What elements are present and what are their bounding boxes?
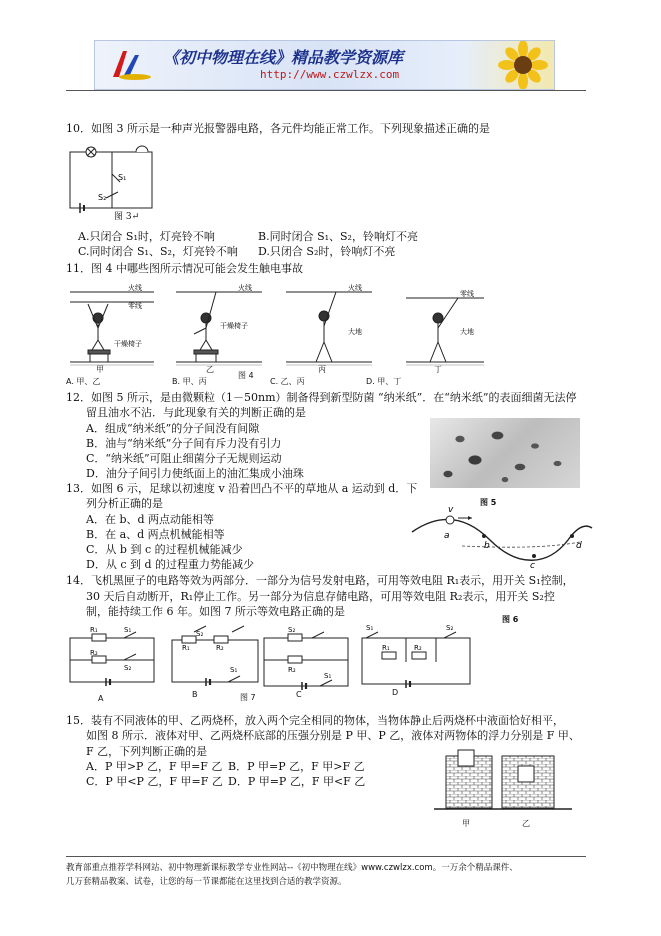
q15-option-b[interactable]: B．P 甲=P 乙，F 甲>F 乙 (228, 760, 365, 773)
q11-figure-label: 图 4 (238, 371, 254, 380)
banner-title: 《初中物理在线》精品教学资源库 (163, 48, 404, 67)
footer-line-2: 几万套精品教案、试卷，让您的每一节课都能在这里找到合适的教学资源。 (66, 877, 347, 887)
q12-option-b[interactable]: B．油与“纳米纸”分子间有斥力没有引力 (86, 437, 282, 450)
q14-d-r1-label: R₁ (382, 644, 390, 652)
q15-option-c[interactable]: C．P 甲<P 乙，F 甲=F 乙 (86, 775, 223, 788)
q13-v-label: v (448, 506, 454, 515)
q11-yi-fire-wire-label: 火线 (238, 284, 252, 292)
q14-circuits-figure (66, 622, 476, 704)
q14-b-r1-label: R₁ (182, 644, 190, 652)
q14-stem-line-2: 30 天后自动断开，R₁停止工作。另一部分为信息存储电路，可用等效电阻 R₂表示，用开关 S₂控 (86, 590, 555, 603)
q10-s2-label: S₂ (98, 193, 107, 202)
footer-rule (66, 856, 586, 857)
q14-b-r2-label: R₂ (216, 644, 224, 652)
q13-option-c[interactable]: C．从 b 到 c 的过程机械能减少 (86, 543, 243, 556)
q15-option-a[interactable]: A．P 甲>P 乙，F 甲=F 乙 (86, 760, 223, 773)
q10-option-a[interactable]: A.只闭合 S₁时，灯亮铃不响 (78, 230, 215, 243)
q10-option-d[interactable]: D.只闭合 S₂时，铃响灯不亮 (258, 245, 396, 258)
q10-option-b[interactable]: B.同时闭合 S₁、S₂，铃响灯不亮 (258, 230, 418, 243)
q14-a-r1-label: R₁ (90, 626, 98, 634)
q11-label-ding: 丁 (434, 365, 442, 374)
q15-option-d[interactable]: D．P 甲=P 乙，F 甲<F 乙 (228, 775, 366, 788)
q11-option-b[interactable]: B. 甲、丙 (172, 377, 207, 386)
q15-label-jia: 甲 (462, 819, 470, 828)
q13-option-a[interactable]: A．在 b、d 两点动能相等 (86, 513, 215, 526)
q13-option-d[interactable]: D．从 c 到 d 的过程重力势能减少 (86, 558, 255, 571)
q12-stem-line-2: 留且油水不沾．与此现象有关的判断正确的是 (86, 406, 306, 419)
q13-c-label: c (530, 561, 535, 570)
q13-a-label: a (444, 531, 450, 541)
q11-yi-stool-label: 干燥椅子 (220, 322, 248, 330)
q11-ding-ground-label: 大地 (460, 328, 474, 336)
q11-label-yi: 乙 (206, 365, 214, 374)
q14-a-s1-label: S₁ (124, 626, 132, 634)
q14-c-r2-label: R₂ (288, 666, 296, 674)
q10-figure-label: 图 3↵ (114, 212, 140, 222)
q15-stem-line-3: F 乙，下列判断正确的是 (86, 745, 208, 758)
q15-beakers-figure (432, 746, 574, 816)
q14-d-s2-label: S₂ (446, 624, 454, 632)
q11-label-jia: 甲 (96, 365, 104, 374)
header-rule (66, 90, 586, 91)
q11-electric-shock-figure (66, 278, 486, 372)
q10-stem: 10．如图 3 所示是一种声光报警器电路，各元件均能正常工作。下列现象描述正确的是 (66, 122, 490, 135)
q14-b-s1-label: S₁ (230, 666, 238, 674)
q13-figure-label: 图 6 (502, 615, 519, 624)
footer-line-1: 教育部重点推荐学科网站、初中物理新课标教学专业性网站--《初中物理在线》www.czwlzx.com。一万余个精品课件、 (66, 863, 518, 873)
q11-jia-fire-wire-label: 火线 (128, 284, 142, 292)
q14-c-s1-label: S₁ (324, 672, 332, 680)
q11-bing-fire-wire-label: 火线 (348, 284, 362, 292)
site-logo-icon (109, 47, 153, 83)
q14-a-r2-label: R₂ (90, 649, 98, 657)
q13-option-b[interactable]: B．在 a、d 两点机械能相等 (86, 528, 225, 541)
q11-jia-stool-label: 干燥椅子 (114, 340, 142, 348)
q14-circuit-a-label: A (98, 694, 104, 703)
q11-option-a[interactable]: A. 甲、乙 (66, 377, 101, 386)
q15-stem-line-1: 15．装有不同液体的甲、乙两烧杯，放入两个完全相同的物体，当物体静止后两烧杯中液面恰好相平， (66, 714, 564, 727)
q14-circuit-d-label: D (392, 688, 399, 697)
q14-circuit-b-label: B (192, 690, 198, 699)
q10-option-c[interactable]: C.同时闭合 S₁、S₂，灯亮铃不响 (78, 245, 238, 258)
q10-s1-label: S₁ (118, 173, 127, 182)
sunflower-icon (493, 41, 553, 89)
q11-option-c[interactable]: C. 乙、丙 (270, 377, 305, 386)
q12-option-c[interactable]: C．“纳米纸”可阻止细菌分子无规则运动 (86, 452, 282, 465)
q12-stem-line-1: 12．如图 5 所示，是由微颗粒（1－50nm）制备得到新型防菌 “纳米纸”．在“纳米纸”的表面细菌无法停 (66, 391, 577, 404)
q14-c-s2-label: S₂ (288, 626, 296, 634)
q13-stem-line-1: 13．如图 6 示，足球以初速度 v 沿着凹凸不平的草地从 a 运动到 d．下 (66, 482, 418, 495)
q11-stem: 11．图 4 中哪些图所示情况可能会发生触电事故 (66, 262, 303, 275)
q13-ball-terrain-figure (408, 506, 594, 570)
q11-label-bing: 丙 (318, 365, 326, 374)
q14-a-s2-label: S₂ (124, 664, 132, 672)
q14-circuit-c-label: C (296, 690, 302, 699)
q11-jia-zero-wire-label: 零线 (128, 302, 142, 310)
q14-b-s2-label: S₂ (196, 630, 204, 638)
q13-d-label: d (576, 541, 582, 551)
q12-option-d[interactable]: D．油分子间引力使纸面上的油汇集成小油珠 (86, 467, 304, 480)
q13-b-label: b (484, 541, 490, 551)
q11-ding-zero-wire-label: 零线 (460, 290, 474, 298)
q12-option-a[interactable]: A．组成“纳米纸”的分子间没有间隙 (86, 422, 260, 435)
q14-stem-line-1: 14．飞机黑匣子的电路等效为两部分．一部分为信号发射电路，可用等效电阻 R₁表示，用开关 S₁控制， (66, 574, 574, 587)
q14-d-r2-label: R₂ (414, 644, 422, 652)
header-banner (94, 40, 555, 90)
q14-stem-line-3: 制，能持续工作 6 年。如图 7 所示等效电路正确的是 (86, 605, 345, 618)
q11-bing-ground-label: 大地 (348, 328, 362, 336)
q11-option-d[interactable]: D. 甲、丁 (366, 377, 402, 386)
q15-label-yi: 乙 (522, 819, 530, 828)
q12-figure-label: 图 5 (480, 498, 497, 507)
q14-figure-label: 图 7 (240, 693, 256, 702)
banner-url[interactable]: http://www.czwlzx.com (260, 68, 400, 81)
q13-stem-line-2: 列分析正确的是 (86, 497, 163, 510)
q14-d-s1-label: S₁ (366, 624, 374, 632)
q15-stem-line-2: 如图 8 所示．液体对甲、乙两烧杯底部的压强分别是 P 甲、P 乙，液体对两物体的浮力分别是 F 甲、 (86, 729, 580, 742)
q12-nano-paper-photo (430, 418, 580, 488)
